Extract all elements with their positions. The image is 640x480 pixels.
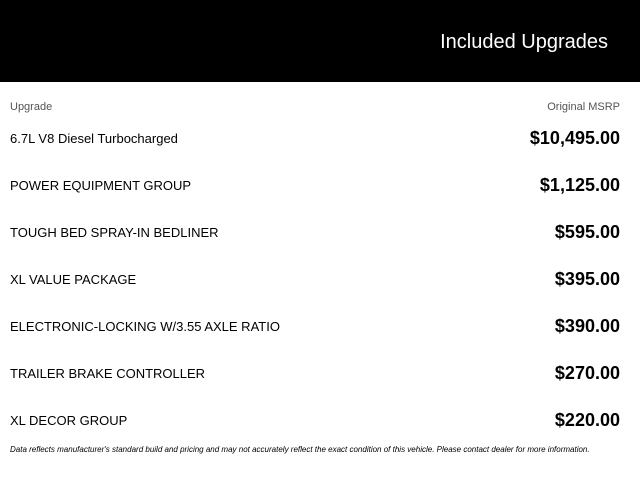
header-bar bbox=[0, 0, 640, 82]
column-headers bbox=[10, 100, 620, 114]
upgrade-name: POWER EQUIPMENT GROUP bbox=[10, 178, 192, 193]
list-item bbox=[10, 304, 620, 351]
page-title: Included Upgrades bbox=[440, 31, 608, 53]
upgrade-price: $10,495.00 bbox=[529, 128, 620, 148]
upgrade-name: TOUGH BED SPRAY-IN BEDLINER bbox=[10, 225, 219, 240]
disclaimer-text: Data reflects manufacturer's standard build and pricing and may not accurately reflect the exact condition of this vehicle. Please contact dealer for more information. bbox=[10, 445, 590, 454]
upgrade-price: $390.00 bbox=[554, 316, 620, 336]
upgrade-name: XL VALUE PACKAGE bbox=[10, 272, 137, 287]
list-item bbox=[10, 163, 620, 210]
upgrade-price: $1,125.00 bbox=[539, 175, 620, 195]
list-item bbox=[10, 116, 620, 163]
upgrade-name: 6.7L V8 Diesel Turbocharged bbox=[10, 131, 178, 146]
upgrades-list bbox=[10, 116, 620, 445]
list-item bbox=[10, 398, 620, 445]
upgrade-price: $270.00 bbox=[554, 363, 620, 383]
list-item bbox=[10, 210, 620, 257]
upgrade-price: $220.00 bbox=[554, 410, 620, 430]
list-item bbox=[10, 351, 620, 398]
column-header-upgrade: Upgrade bbox=[10, 101, 53, 113]
list-item bbox=[10, 257, 620, 304]
upgrade-name: ELECTRONIC-LOCKING W/3.55 AXLE RATIO bbox=[10, 319, 280, 334]
upgrade-price: $395.00 bbox=[554, 269, 620, 289]
upgrade-name: XL DECOR GROUP bbox=[10, 413, 128, 428]
column-header-msrp: Original MSRP bbox=[547, 101, 620, 113]
upgrade-name: TRAILER BRAKE CONTROLLER bbox=[10, 366, 206, 381]
upgrade-price: $595.00 bbox=[554, 222, 620, 242]
